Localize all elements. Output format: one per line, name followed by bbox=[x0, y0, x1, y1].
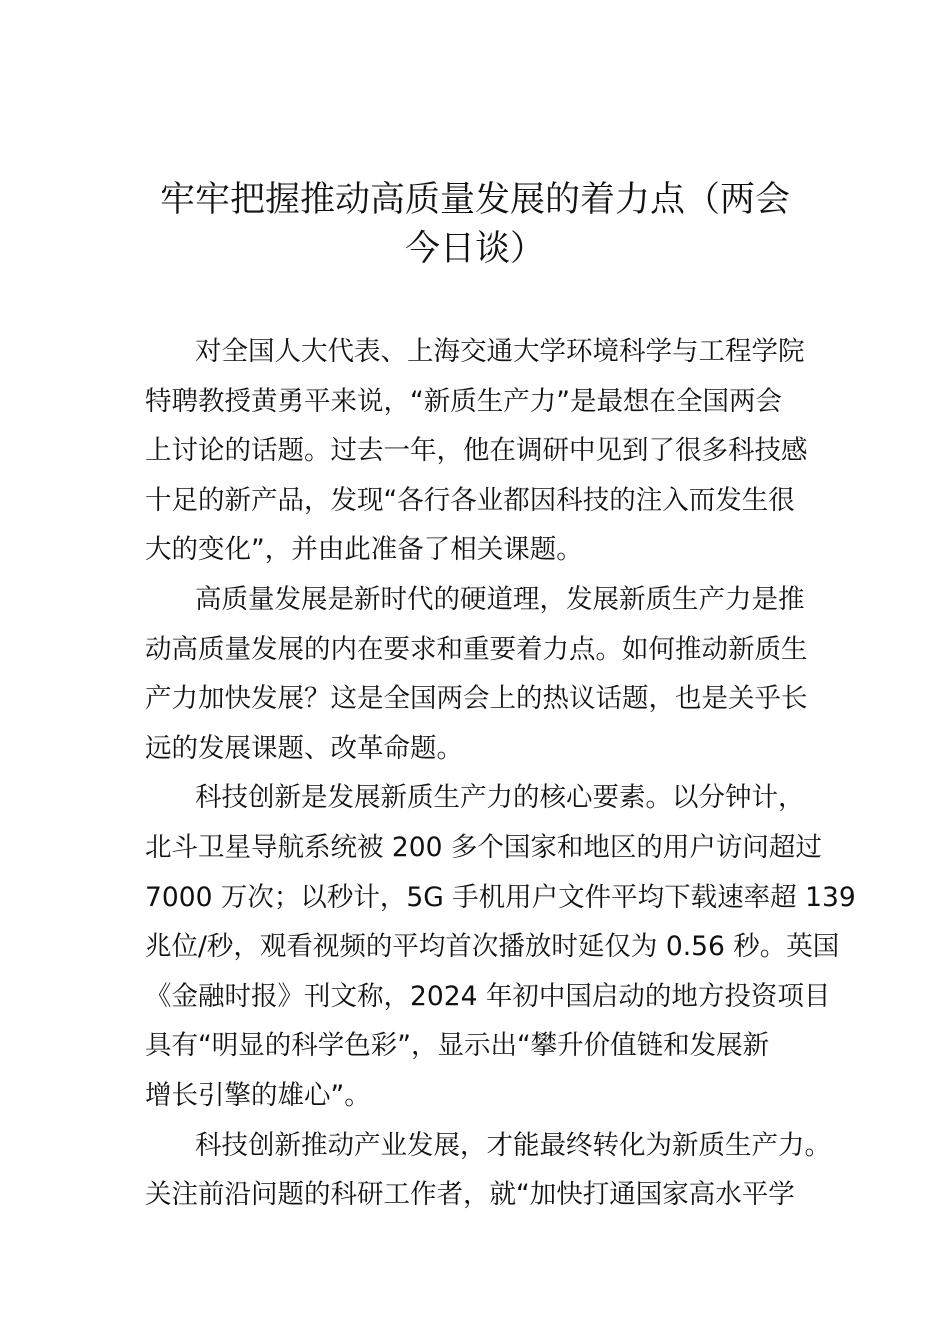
paragraph-line: 远的发展课题、改革命题。 bbox=[145, 732, 463, 764]
paragraph-line: 高质量发展是新时代的硬道理，发展新质生产力是推 bbox=[195, 583, 805, 615]
paragraph bbox=[145, 327, 825, 575]
paragraph bbox=[145, 773, 856, 1120]
paragraph bbox=[145, 1121, 831, 1220]
paragraph-line: 产力加快发展？这是全国两会上的热议话题，也是关乎长 bbox=[145, 683, 808, 715]
paragraph-line: 北斗卫星导航系统被 200 多个国家和地区的用户访问超过 bbox=[145, 831, 822, 863]
paragraph-line: 关注前沿问题的科研工作者，就“加快打通国家高水平学 bbox=[145, 1179, 795, 1211]
paragraph-line: 动高质量发展的内在要求和重要着力点。如何推动新质生 bbox=[145, 633, 808, 665]
paragraph-line: 7000 万次；以秒计，5G 手机用户文件平均下载速率超 139 bbox=[145, 881, 856, 913]
paragraph-line: 对全国人大代表、上海交通大学环境科学与工程学院 bbox=[195, 336, 805, 367]
paragraph-line: 兆位/秒，观看视频的平均首次播放时延仅为 0.56 秒。英国 bbox=[145, 931, 840, 963]
document-title bbox=[140, 176, 810, 274]
paragraph bbox=[145, 575, 825, 773]
paragraph-line: 十足的新产品，发现“各行各业都因科技的注入而发生很 bbox=[145, 484, 795, 516]
document-body bbox=[145, 327, 856, 1220]
paragraph-line: 增长引擎的雄心”。 bbox=[145, 1079, 371, 1111]
title-line: 牢牢把握推动高质量发展的着力点（两会 bbox=[159, 180, 790, 220]
paragraph-line: 上讨论的话题。过去一年，他在调研中见到了很多科技感 bbox=[145, 435, 808, 467]
paragraph-line: 科技创新是发展新质生产力的核心要素。以分钟计， bbox=[195, 782, 805, 814]
paragraph-line: 《金融时报》刊文称，2024 年初中国启动的地方投资项目 bbox=[145, 980, 831, 1012]
paragraph-line: 大的变化”，并由此准备了相关课题。 bbox=[145, 534, 583, 566]
title-line: 今日谈） bbox=[404, 229, 545, 269]
paragraph-line: 特聘教授黄勇平来说，“新质生产力”是最想在全国两会 bbox=[145, 385, 782, 417]
paragraph-line: 具有“明显的科学色彩”，显示出“攀升价值链和发展新 bbox=[145, 1030, 770, 1062]
paragraph-line: 科技创新推动产业发展，才能最终转化为新质生产力。 bbox=[195, 1129, 831, 1161]
